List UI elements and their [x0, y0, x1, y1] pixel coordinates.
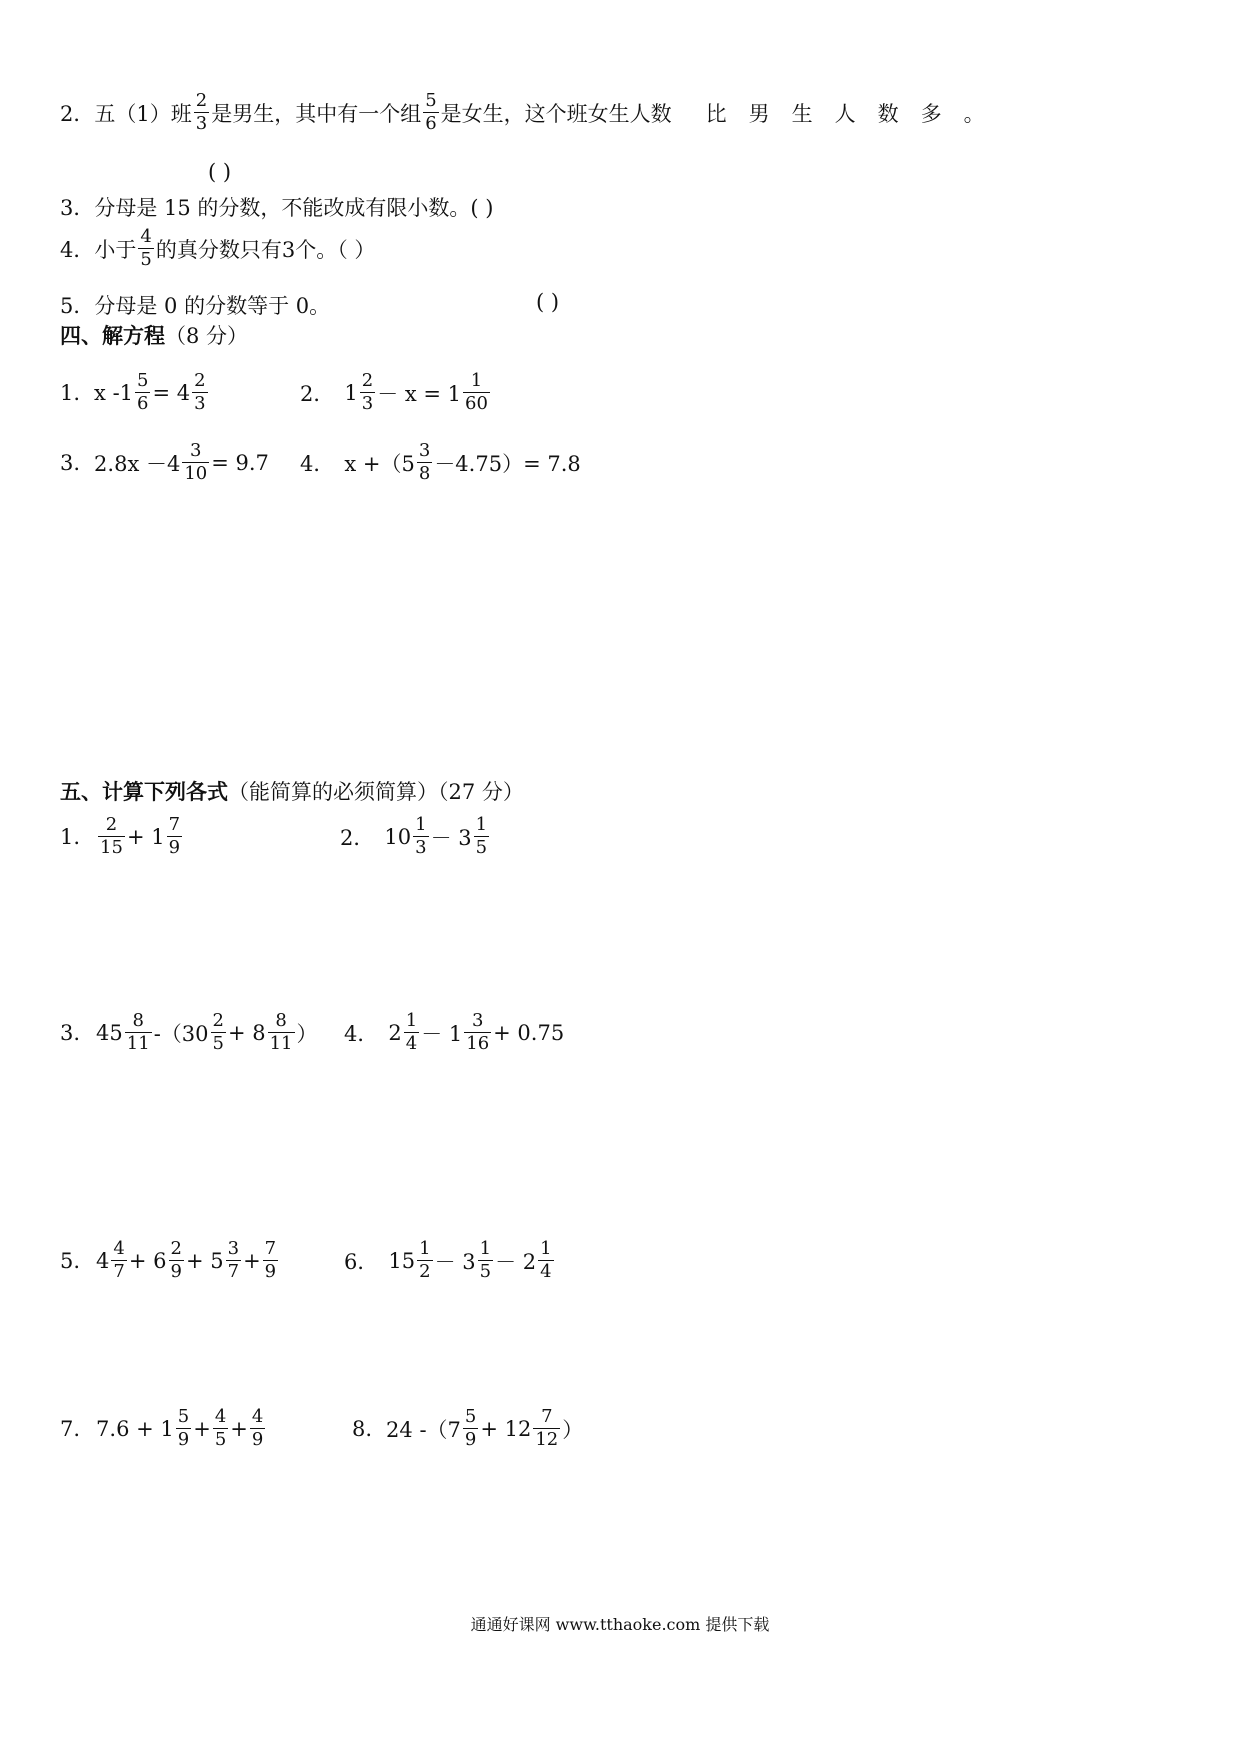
fraction: $\frac{7}{9}$ [264, 1238, 277, 1282]
fraction: $\frac{4}{5}$ [140, 226, 152, 270]
section-5-title: 五、计算下列各式 [60, 780, 228, 804]
statement-2-part-3: 是女生，这个班女生人数 [440, 101, 672, 126]
statement-2-part-1: 五（1）班 [94, 101, 192, 126]
statement-5-answer-blank[interactable]: ( ) [536, 290, 560, 314]
fraction: $\frac{3}{16}$ [466, 1010, 490, 1054]
fraction: $\frac{1}{4}$ [540, 1238, 552, 1282]
fraction: $\frac{3}{10}$ [184, 440, 208, 484]
fraction: $\frac{1}{2}$ [419, 1238, 431, 1282]
statement-2-number: 2． [60, 101, 95, 126]
fraction: $\frac{1}{3}$ [415, 814, 427, 858]
equation-2: 2． 1 $\frac{2}{3}$ － x = 1 $\frac{1}{60}$ [300, 370, 488, 414]
fraction: $\frac{1}{60}$ [465, 370, 488, 414]
fraction: $\frac{3}{7}$ [227, 1238, 240, 1282]
fraction: $\frac{2}{9}$ [170, 1238, 182, 1282]
fraction: $\frac{5}{6}$ [425, 90, 437, 134]
calculation-4: 4． 2 $\frac{1}{4}$ － 1 $\frac{3}{16}$ + 0.75 [344, 1010, 565, 1054]
equation-4: 4． x +（5 $\frac{3}{8}$ －4.75）= 7.8 [300, 440, 581, 484]
statement-2-part-4: 比男生人数多 [705, 101, 964, 126]
equation-3: 3. 2.8x －4 $\frac{3}{10}$ = 9.7 [60, 440, 269, 484]
section-5-note: （能简算的必须简算）（27 分） [228, 780, 524, 804]
equation-1: 1. x -1 $\frac{5}{6}$ = 4 $\frac{2}{3}$ [60, 370, 206, 414]
statement-3: 3．分母是 15 的分数，不能改成有限小数。( ) [60, 196, 494, 220]
statement-2-part-2: 是男生，其中有一个组 [211, 101, 422, 126]
fraction: $\frac{5}{9}$ [464, 1406, 477, 1450]
fraction: $\frac{2}{3}$ [194, 370, 206, 414]
calculation-8: 8. 24 -（7 $\frac{5}{9}$ + 12 $\frac{7}{12}$ ） [352, 1406, 584, 1450]
fraction: $\frac{3}{8}$ [418, 440, 431, 484]
page-footer: 通通好课网 www.tthaoke.com 提供下载 [470, 1615, 770, 1634]
calculation-1: 1. $\frac{2}{15}$ + 1 $\frac{7}{9}$ [60, 814, 181, 858]
fraction: $\frac{1}{4}$ [405, 1010, 418, 1054]
statement-4-number: 4． [60, 237, 95, 262]
statement-5: 5．分母是 0 的分数等于 0。 [60, 294, 331, 318]
fraction: $\frac{7}{12}$ [535, 1406, 559, 1450]
fraction: $\frac{4}{7}$ [113, 1238, 125, 1282]
section-5-heading [60, 776, 524, 806]
fraction: $\frac{1}{5}$ [479, 1238, 492, 1282]
fraction: $\frac{2}{3}$ [361, 370, 374, 414]
section-4-heading [60, 320, 248, 350]
calculation-7: 7. 7.6 + 1 $\frac{5}{9}$ + $\frac{4}{5}$ + $\frac{4}{9}$ [60, 1406, 264, 1450]
statement-4 [60, 228, 375, 269]
fraction: $\frac{5}{6}$ [137, 370, 149, 414]
statement-4-part-1: 小于 [94, 237, 137, 262]
calculation-2: 2． 10 $\frac{1}{3}$ － 3 $\frac{1}{5}$ [340, 814, 488, 858]
fraction: $\frac{2}{15}$ [100, 814, 123, 858]
fraction: $\frac{4}{5}$ [214, 1406, 227, 1450]
calculation-3: 3. 45 $\frac{8}{11}$ -（30 $\frac{2}{5}$ + 8 $\frac{8}{11}$ ） [60, 1010, 318, 1054]
statement-2-part-5: 。 [963, 101, 985, 126]
calculation-6: 6． 15 $\frac{1}{2}$ － 3 $\frac{1}{5}$ － 2 $\frac{1}{4}$ [344, 1238, 552, 1282]
fraction: $\frac{1}{5}$ [475, 814, 488, 858]
statement-2-answer-blank[interactable]: ( ) [208, 160, 232, 184]
fraction: $\frac{2}{5}$ [212, 1010, 224, 1054]
fraction: $\frac{7}{9}$ [168, 814, 181, 858]
section-4-points: （8 分） [165, 324, 249, 348]
calculation-5: 5. 4 $\frac{4}{7}$ + 6 $\frac{2}{9}$ + 5 $\frac{3}{7}$ + $\frac{7}{9}$ [60, 1238, 277, 1282]
fraction: $\frac{8}{11}$ [126, 1010, 150, 1054]
fraction: $\frac{8}{11}$ [269, 1010, 293, 1054]
fraction: $\frac{5}{9}$ [177, 1406, 190, 1450]
statement-4-part-2: 的真分数只有3个。（ ） [155, 237, 376, 262]
section-4-title: 四、解方程 [60, 324, 165, 348]
fraction: $\frac{4}{9}$ [251, 1406, 264, 1450]
fraction: $\frac{2}{3}$ [195, 90, 208, 134]
statement-2 [60, 92, 985, 133]
